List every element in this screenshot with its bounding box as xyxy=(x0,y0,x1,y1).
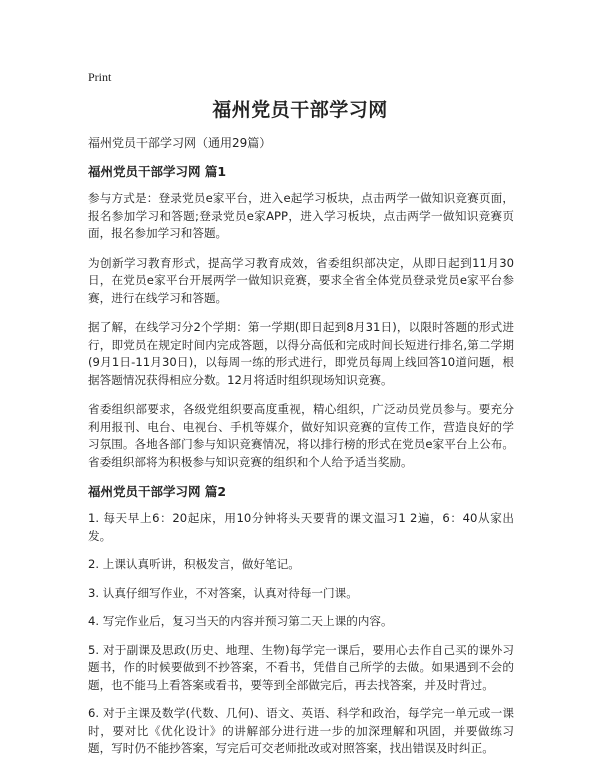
paragraph: 为创新学习教育形式，提高学习教育成效，省委组织部决定，从即日起到11月30日，在党员e家平台开展两学一做知识竞赛，要求全省全体党员登录党员e家平台参赛，进行在线学习和答题。 xyxy=(88,255,514,305)
list-item: 6. 对于主课及数学(代数、几何)、语文、英语、科学和政治，每学完一单元或一课时，要对比《优化设计》的讲解部分进行进一步的加深理解和巩固，并要做练习题，写时仍不能抄答案，写完后可交老师批改或对照答案，找出错误及时纠正。 xyxy=(88,706,514,755)
document-body xyxy=(88,135,514,769)
list-item: 1. 每天早上6：20起床，用10分钟将头天要背的课文温习1 2遍，6：40从家出发。 xyxy=(88,511,514,543)
list-item: 5. 对于副课及思政(历史、地理、生物)每学完一课后，要用心去作自己买的课外习题书，作的时候要做到不抄答案，不看书，凭借自己所学的去做。如果遇到不会的题，也不能马上看答案或看书，要等到全部做完后，再去找答案，并及时背过。 xyxy=(88,642,514,692)
list-item: 4. 写完作业后，复习当天的内容并预习第二天上课的内容。 xyxy=(88,614,393,628)
print-link[interactable]: Print xyxy=(88,70,112,84)
page-title: 福州党员干部学习网 xyxy=(212,99,388,121)
section-2 xyxy=(88,483,514,758)
section-1 xyxy=(88,163,514,471)
document-subtitle: 福州党员干部学习网（通用29篇） xyxy=(88,136,272,150)
paragraph: 省委组织部要求，各级党组织要高度重视，精心组织，广泛动员党员参与。要充分利用报刊、电台、电视台、手机等媒介，做好知识竞赛的宣传工作，营造良好的学习氛围。各地各部门参与知识竞赛情况，将以排行榜的形式在党员e家平台上公布。省委组织部将为积极参与知识竞赛的组织和个人给予适当奖励。 xyxy=(88,402,514,469)
section-heading: 福州党员干部学习网 篇2 xyxy=(88,484,227,499)
list-item: 3. 认真仔细写作业，不对答案，认真对待每一门课。 xyxy=(88,585,358,600)
paragraph: 据了解，在线学习分2个学期：第一学期(即日起到8月31日)，以限时答题的形式进行，即党员在规定时间内完成答题，以得分高低和完成时间长短进行排名,第二学期(9月1日-11月30日)，以每周一练的形式进行，即党员每周上线回答10道问题，根据答题情况获得相应分数。12月将适时组织现场知识竞赛。 xyxy=(88,320,514,387)
paragraph: 参与方式是：登录党员e家平台，进入e起学习板块，点击两学一做知识竞赛页面，报名参加学习和答题;登录党员e家APP，进入学习板块，点击两学一做知识竞赛页面，报名参加学习和答题。 xyxy=(88,191,514,240)
list-item: 2. 上课认真听讲，积极发言，做好笔记。 xyxy=(88,557,300,571)
section-heading: 福州党员干部学习网 篇1 xyxy=(88,164,227,179)
